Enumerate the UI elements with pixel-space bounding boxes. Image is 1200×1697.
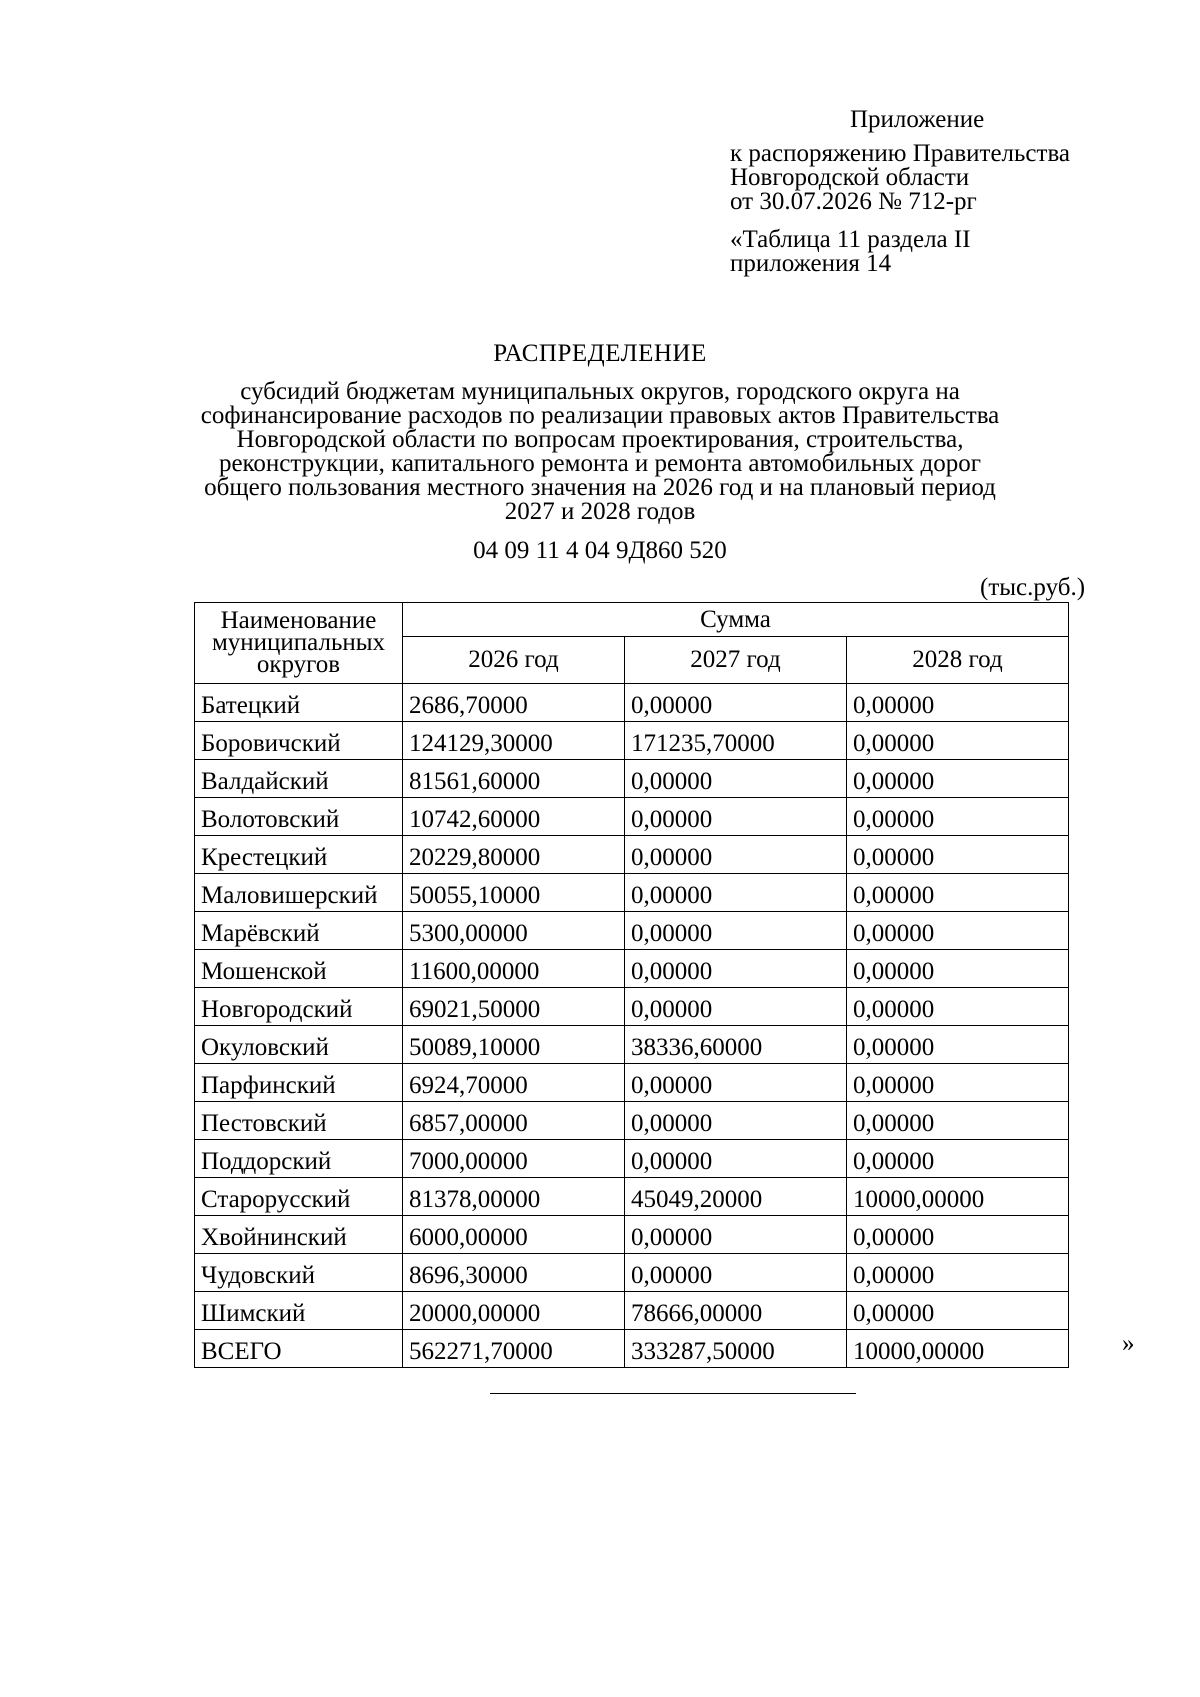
value-2027-cell: 0,00000 — [625, 1140, 847, 1178]
value-2028-cell: 0,00000 — [847, 874, 1069, 912]
value-2026-cell: 124129,30000 — [403, 722, 625, 760]
value-2027-cell: 78666,00000 — [625, 1292, 847, 1330]
value-2028-cell: 0,00000 — [847, 1254, 1069, 1292]
value-2027-cell: 0,00000 — [625, 1216, 847, 1254]
district-name-cell: Крестецкий — [195, 836, 403, 874]
value-2028-cell: 0,00000 — [847, 722, 1069, 760]
district-name-cell: ВСЕГО — [195, 1330, 403, 1368]
table-row — [195, 1254, 1069, 1292]
value-2028-cell: 0,00000 — [847, 1026, 1069, 1064]
subtitle-line: общего пользования местного значения на 2026 год и на плановый период — [204, 474, 996, 501]
value-2028-cell: 0,00000 — [847, 1216, 1069, 1254]
value-2028-cell: 0,00000 — [847, 950, 1069, 988]
value-2028-cell: 0,00000 — [847, 760, 1069, 798]
closing-quote: » — [1122, 1330, 1135, 1357]
value-2028-cell: 0,00000 — [847, 1140, 1069, 1178]
value-2026-cell: 81378,00000 — [403, 1178, 625, 1216]
value-2028-cell: 0,00000 — [847, 1064, 1069, 1102]
table-row — [195, 1026, 1069, 1064]
table-row — [195, 1102, 1069, 1140]
table-row — [195, 684, 1069, 722]
value-2027-cell: 0,00000 — [625, 1064, 847, 1102]
subtitle-line: 2027 и 2028 годов — [504, 498, 696, 525]
value-2027-cell: 0,00000 — [625, 912, 847, 950]
value-2026-cell: 20000,00000 — [403, 1292, 625, 1330]
district-name-cell: Батецкий — [195, 684, 403, 722]
year-header-2027: 2027 год — [625, 637, 847, 684]
value-2026-cell: 5300,00000 — [403, 912, 625, 950]
table-row — [195, 836, 1069, 874]
table-row — [195, 988, 1069, 1026]
table-row — [195, 1064, 1069, 1102]
table-body — [195, 684, 1069, 1368]
value-2028-cell: 0,00000 — [847, 1102, 1069, 1140]
value-2026-cell: 8696,30000 — [403, 1254, 625, 1292]
district-name-cell: Шимский — [195, 1292, 403, 1330]
value-2026-cell: 6000,00000 — [403, 1216, 625, 1254]
table-row — [195, 722, 1069, 760]
value-2026-cell: 2686,70000 — [403, 684, 625, 722]
value-2026-cell: 20229,80000 — [403, 836, 625, 874]
value-2028-cell: 0,00000 — [847, 798, 1069, 836]
budget-code: 04 09 11 4 04 9Д860 520 — [473, 537, 727, 564]
order-line: Новгородской области — [730, 164, 970, 191]
value-2026-cell: 10742,60000 — [403, 798, 625, 836]
value-2026-cell: 50055,10000 — [403, 874, 625, 912]
value-2028-cell: 0,00000 — [847, 1292, 1069, 1330]
table-row — [195, 874, 1069, 912]
value-2027-cell: 0,00000 — [625, 684, 847, 722]
value-2026-cell: 11600,00000 — [403, 950, 625, 988]
value-2027-cell: 0,00000 — [625, 760, 847, 798]
district-name-cell: Марёвский — [195, 912, 403, 950]
value-2028-cell: 10000,00000 — [847, 1178, 1069, 1216]
document-title: РАСПРЕДЕЛЕНИЕ — [493, 340, 707, 367]
table-ref-line: приложения 14 — [730, 250, 892, 277]
table-row — [195, 950, 1069, 988]
value-2027-cell: 0,00000 — [625, 1254, 847, 1292]
table-row — [195, 798, 1069, 836]
value-2028-cell: 0,00000 — [847, 988, 1069, 1026]
subtitle-line: субсидий бюджетам муниципальных округов, городского округа на — [240, 378, 960, 405]
table-row — [195, 760, 1069, 798]
value-2027-cell: 0,00000 — [625, 836, 847, 874]
value-2027-cell: 0,00000 — [625, 874, 847, 912]
table-row — [195, 912, 1069, 950]
annex-title: Приложение — [850, 106, 985, 133]
table-header-row — [195, 603, 1069, 637]
name-column-header: Наименование муниципальных округов — [195, 603, 403, 684]
table-reference — [730, 228, 1070, 276]
table-row — [195, 1216, 1069, 1254]
footer-divider — [490, 1393, 856, 1394]
district-name-cell: Маловишерский — [195, 874, 403, 912]
value-2026-cell: 6857,00000 — [403, 1102, 625, 1140]
district-name-cell: Валдайский — [195, 760, 403, 798]
table-ref-line: «Таблица 11 раздела II — [730, 226, 971, 253]
value-2026-cell: 562271,70000 — [403, 1330, 625, 1368]
district-name-cell: Парфинский — [195, 1064, 403, 1102]
table-row — [195, 1140, 1069, 1178]
district-name-cell: Окуловский — [195, 1026, 403, 1064]
district-name-cell: Чудовский — [195, 1254, 403, 1292]
subtitle-line: реконструкции, капитального ремонта и ремонта автомобильных дорог — [218, 450, 982, 477]
order-line: от 30.07.2026 № 712-рг — [730, 188, 977, 215]
order-reference — [730, 142, 1070, 214]
value-2026-cell: 81561,60000 — [403, 760, 625, 798]
value-2027-cell: 45049,20000 — [625, 1178, 847, 1216]
subtitle-line: софинансирование расходов по реализации правовых актов Правительства — [200, 402, 1000, 429]
district-name-cell: Старорусский — [195, 1178, 403, 1216]
year-header-2026: 2026 год — [403, 637, 625, 684]
table-row — [195, 1292, 1069, 1330]
value-2027-cell: 0,00000 — [625, 798, 847, 836]
table-row — [195, 1330, 1069, 1368]
value-2027-cell: 38336,60000 — [625, 1026, 847, 1064]
annex-block — [730, 108, 1070, 290]
units-label: (тыс.руб.) — [980, 574, 1086, 601]
value-2028-cell: 0,00000 — [847, 836, 1069, 874]
document-subtitle — [0, 380, 1200, 524]
district-name-cell: Поддорский — [195, 1140, 403, 1178]
value-2026-cell: 6924,70000 — [403, 1064, 625, 1102]
value-2028-cell: 0,00000 — [847, 684, 1069, 722]
value-2028-cell: 10000,00000 — [847, 1330, 1069, 1368]
table-row — [195, 1178, 1069, 1216]
value-2027-cell: 0,00000 — [625, 1102, 847, 1140]
district-name-cell: Хвойнинский — [195, 1216, 403, 1254]
value-2027-cell: 333287,50000 — [625, 1330, 847, 1368]
value-2027-cell: 0,00000 — [625, 950, 847, 988]
district-name-cell: Волотовский — [195, 798, 403, 836]
sum-column-header: Сумма — [403, 603, 1069, 637]
district-name-cell: Мошенской — [195, 950, 403, 988]
value-2027-cell: 0,00000 — [625, 988, 847, 1026]
value-2028-cell: 0,00000 — [847, 912, 1069, 950]
year-header-2028: 2028 год — [847, 637, 1069, 684]
value-2026-cell: 69021,50000 — [403, 988, 625, 1026]
value-2026-cell: 7000,00000 — [403, 1140, 625, 1178]
value-2026-cell: 50089,10000 — [403, 1026, 625, 1064]
subtitle-line: Новгородской области по вопросам проектирования, строительства, — [236, 426, 964, 453]
district-name-cell: Пестовский — [195, 1102, 403, 1140]
subsidy-table — [194, 602, 1069, 1368]
district-name-cell: Боровичский — [195, 722, 403, 760]
order-line: к распоряжению Правительства — [730, 140, 1071, 167]
district-name-cell: Новгородский — [195, 988, 403, 1026]
value-2027-cell: 171235,70000 — [625, 722, 847, 760]
